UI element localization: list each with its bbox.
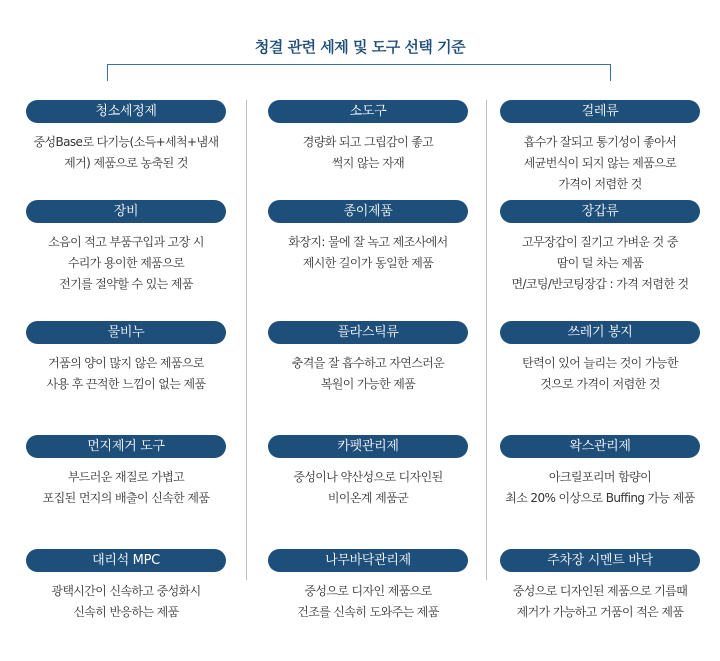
diagram-title: 청결 관련 세제 및 도구 선택 기준 — [254, 38, 466, 56]
criteria-card — [500, 549, 700, 623]
category-description — [500, 353, 700, 395]
criteria-card — [26, 321, 226, 395]
description-line: 경량화 되고 그립감이 좋고 — [302, 135, 434, 149]
description-line: 광택시간이 신속하고 중성화시 — [51, 584, 201, 598]
criteria-card — [268, 200, 468, 274]
category-label: 카펫관리제 — [268, 435, 468, 458]
criteria-card — [500, 100, 700, 195]
criteria-card — [268, 435, 468, 509]
description-line: 세균번식이 되지 않는 제품으로 — [523, 156, 677, 170]
category-description — [500, 467, 700, 509]
category-label: 장갑류 — [500, 200, 700, 223]
category-description — [268, 232, 468, 274]
description-line: 거품의 양이 많지 않은 제품으로 — [48, 356, 204, 370]
category-description — [268, 353, 468, 395]
category-description — [268, 132, 468, 174]
category-description — [500, 581, 700, 623]
criteria-card — [268, 549, 468, 623]
category-label: 소도구 — [268, 100, 468, 123]
description-line: 충격을 잘 흡수하고 자연스러운 — [291, 356, 445, 370]
category-label: 장비 — [26, 200, 226, 223]
category-label: 걸레류 — [500, 100, 700, 123]
description-line: 아크릴포리머 함량이 — [548, 470, 652, 484]
column-divider — [246, 100, 247, 580]
description-line: 탄력이 있어 늘리는 것이 가능한 — [522, 356, 678, 370]
description-line: 중성으로 디자인 제품으로 — [304, 584, 432, 598]
description-line: 건조를 신속히 도와주는 제품 — [297, 605, 439, 619]
description-line: 전기를 절약할 수 있는 제품 — [59, 277, 193, 291]
description-line: 썩지 않는 자재 — [331, 156, 405, 170]
criteria-card — [268, 100, 468, 174]
criteria-card — [500, 321, 700, 395]
criteria-card — [268, 321, 468, 395]
category-description — [26, 132, 226, 174]
category-description — [26, 232, 226, 295]
criteria-card — [500, 435, 700, 509]
description-line: 가격이 저렴한 것 — [558, 177, 642, 191]
category-description — [26, 581, 226, 623]
description-line: 포집된 먼지의 배출이 신속한 제품 — [42, 491, 210, 505]
description-line: 비이온계 제품군 — [327, 491, 409, 505]
criteria-card — [26, 200, 226, 295]
description-line: 중성Base로 다기능(소득+세척+냄새 — [33, 135, 219, 149]
category-description — [500, 132, 700, 195]
description-line: 흡수가 잘되고 통기성이 좋아서 — [523, 135, 677, 149]
category-label: 나무바닥관리제 — [268, 549, 468, 572]
title-bracket — [107, 64, 611, 81]
category-label: 플라스틱류 — [268, 321, 468, 344]
description-line: 부드러운 재질로 가볍고 — [67, 470, 185, 484]
category-label: 대리석 MPC — [26, 549, 226, 572]
category-label: 종이제품 — [268, 200, 468, 223]
category-description — [26, 353, 226, 395]
category-description — [268, 581, 468, 623]
category-description — [500, 232, 700, 295]
description-line: 복원이 가능한 제품 — [320, 377, 416, 391]
description-line: 최소 20% 이상으로 Buffing 가능 제품 — [505, 491, 695, 505]
description-line: 중성으로 디자인된 제품으로 기름때 — [512, 584, 688, 598]
description-line: 중성이나 약산성으로 디자인된 — [293, 470, 443, 484]
category-label: 쓰레기 봉지 — [500, 321, 700, 344]
criteria-card — [500, 200, 700, 295]
description-line: 것으로 가격이 저렴한 것 — [540, 377, 660, 391]
description-line: 고무장갑이 질기고 가벼운 것 중 — [522, 235, 678, 249]
description-line: 제거) 제품으로 농축된 것 — [64, 156, 188, 170]
description-line: 제시한 길이가 동일한 제품 — [302, 256, 434, 270]
description-line: 사용 후 끈적한 느낌이 없는 제품 — [46, 377, 206, 391]
description-line: 땀이 덜 차는 제품 — [556, 256, 644, 270]
category-description — [268, 467, 468, 509]
description-line: 제거가 가능하고 거품이 적은 제품 — [516, 605, 684, 619]
criteria-card — [26, 549, 226, 623]
description-line: 면/코팅/반코팅장갑 : 가격 저렴한 것 — [511, 277, 689, 291]
description-line: 소음이 적고 부품구입과 고장 시 — [48, 235, 204, 249]
criteria-card — [26, 100, 226, 174]
category-label: 주차장 시멘트 바닥 — [500, 549, 700, 572]
category-label: 물비누 — [26, 321, 226, 344]
criteria-card — [26, 435, 226, 509]
column-divider — [486, 100, 487, 580]
category-label: 청소세정제 — [26, 100, 226, 123]
description-line: 신속히 반응하는 제품 — [73, 605, 179, 619]
category-label: 왁스관리제 — [500, 435, 700, 458]
category-label: 먼지제거 도구 — [26, 435, 226, 458]
description-line: 수리가 용이한 제품으로 — [67, 256, 185, 270]
category-description — [26, 467, 226, 509]
description-line: 화장지: 물에 잘 녹고 제조사에서 — [288, 235, 448, 249]
